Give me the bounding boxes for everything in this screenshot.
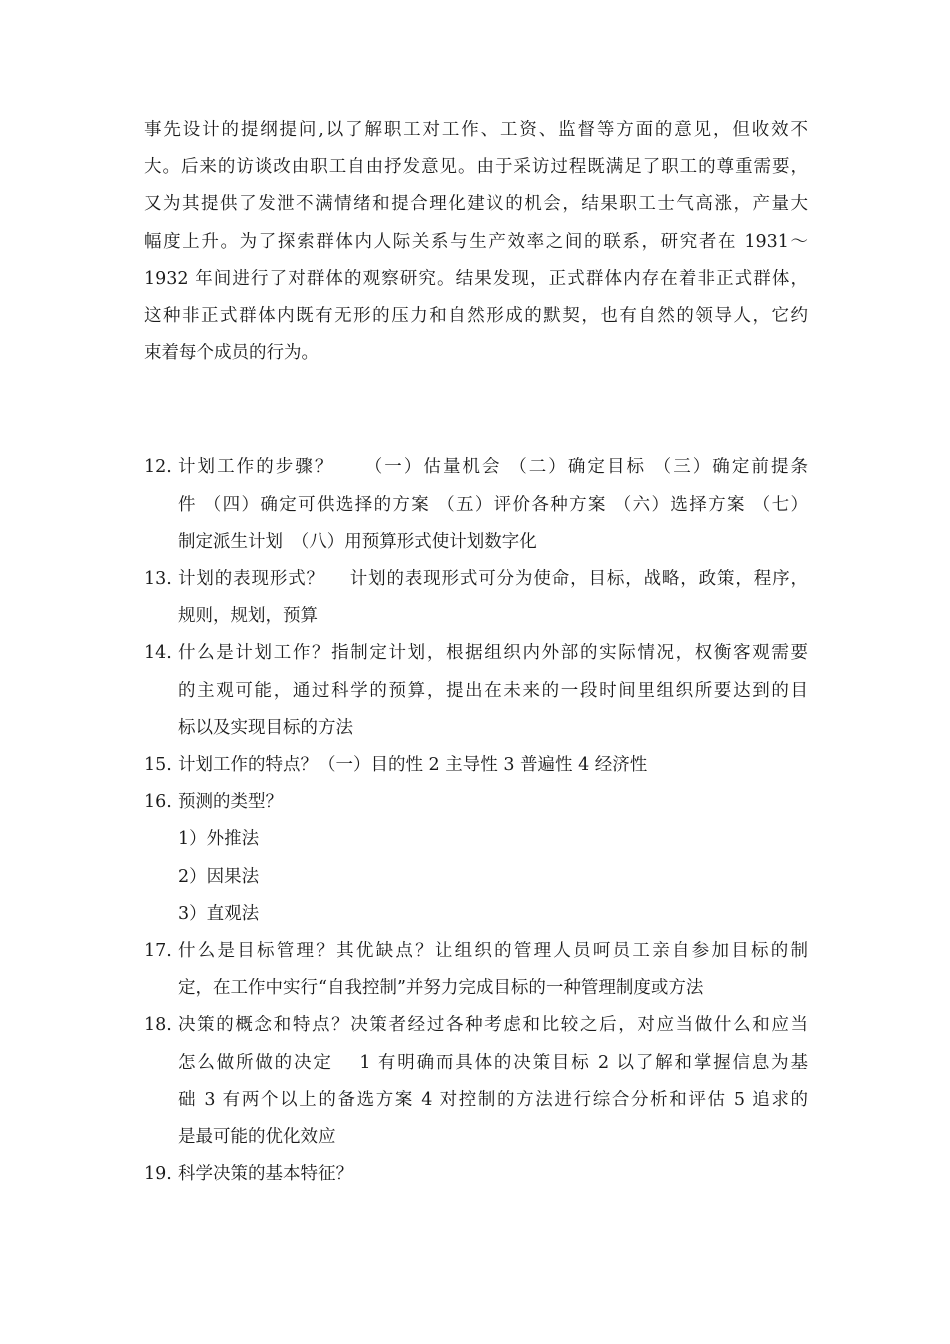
sub-item: 2）因果法 [178, 866, 260, 887]
item-line: 是最可能的优化效应 [178, 1127, 336, 1148]
item-line: 计划的表现形式？ 计划的表现形式可分为使命，目标，战略，政策，程序， [178, 569, 808, 590]
item-line: 制定派生计划 （八）用预算形式使计划数字化 [178, 531, 537, 552]
intro-line: 又为其提供了发泄不满情绪和提合理化建议的机会，结果职工士气高涨，产量大 [144, 194, 808, 215]
sub-item: 3）直观法 [178, 903, 260, 924]
item-line: 什么是计划工作？指制定计划，根据组织内外部的实际情况，权衡客观需要 [178, 643, 808, 664]
item-line: 决策的概念和特点？决策者经过各种考虑和比较之后，对应当做什么和应当 [178, 1015, 808, 1036]
item-line: 预测的类型？ [178, 792, 283, 813]
item-number: 18. [144, 1015, 172, 1036]
item-number: 12. [144, 457, 172, 478]
list-item-12 [144, 449, 808, 561]
item-number: 17. [144, 941, 172, 962]
item-line: 计划工作的特点？（一）目的性 2 主导性 3 普遍性 4 经济性 [178, 755, 648, 776]
item-number: 15. [144, 755, 172, 776]
item-line: 础 3 有两个以上的备选方案 4 对控制的方法进行综合分析和评估 5 追求的 [178, 1089, 808, 1110]
item-line: 科学决策的基本特征？ [178, 1164, 353, 1185]
item-line: 件 （四）确定可供选择的方案 （五）评价各种方案 （六）选择方案 （七） [178, 494, 808, 515]
intro-line: 事先设计的提纲提问,以了解职工对工作、工资、监督等方面的意见，但收效不 [144, 120, 808, 140]
intro-line: 大。后来的访谈改由职工自由抒发意见。由于采访过程既满足了职工的尊重需要， [144, 157, 808, 178]
intro-line: 束着每个成员的行为。 [144, 343, 319, 364]
list-item-13 [144, 561, 808, 635]
item-number: 16. [144, 792, 172, 813]
list-item-16 [144, 784, 808, 821]
item-line: 的主观可能，通过科学的预算，提出在未来的一段时间里组织所要达到的目 [178, 680, 808, 701]
intro-line: 1932 年间进行了对群体的观察研究。结果发现，正式群体内存在着非正式群体， [144, 268, 808, 289]
list-item-15 [144, 747, 808, 784]
item-line: 计划工作的步骤？ （一）估量机会 （二）确定目标 （三）确定前提条 [178, 457, 808, 478]
intro-paragraph [144, 112, 808, 372]
document-page [144, 112, 808, 1193]
item-number: 19. [144, 1164, 172, 1185]
intro-line: 幅度上升。为了探索群体内人际关系与生产效率之间的联系，研究者在 1931～ [144, 231, 808, 252]
item-line: 什么是目标管理？其优缺点？让组织的管理人员呵员工亲自参加目标的制 [178, 941, 808, 962]
intro-line: 这种非正式群体内既有无形的压力和自然形成的默契，也有自然的领导人，它约 [144, 306, 808, 327]
list-item-18 [144, 1007, 808, 1156]
item-number: 13. [144, 569, 172, 590]
list-item-14 [144, 635, 808, 747]
item-line: 怎么做所做的决定 1 有明确而具体的决策目标 2 以了解和掌握信息为基 [178, 1052, 808, 1073]
item-line: 标以及实现目标的方法 [178, 717, 353, 738]
item-line: 定，在工作中实行“自我控制”并努力完成目标的一种管理制度或方法 [178, 978, 704, 999]
list-item-17 [144, 933, 808, 1007]
question-list [144, 449, 808, 1193]
item-number: 14. [144, 643, 172, 664]
list-item-19 [144, 1156, 808, 1193]
item-line: 规则，规划，预算 [178, 606, 318, 627]
sub-item: 1）外推法 [178, 829, 260, 850]
